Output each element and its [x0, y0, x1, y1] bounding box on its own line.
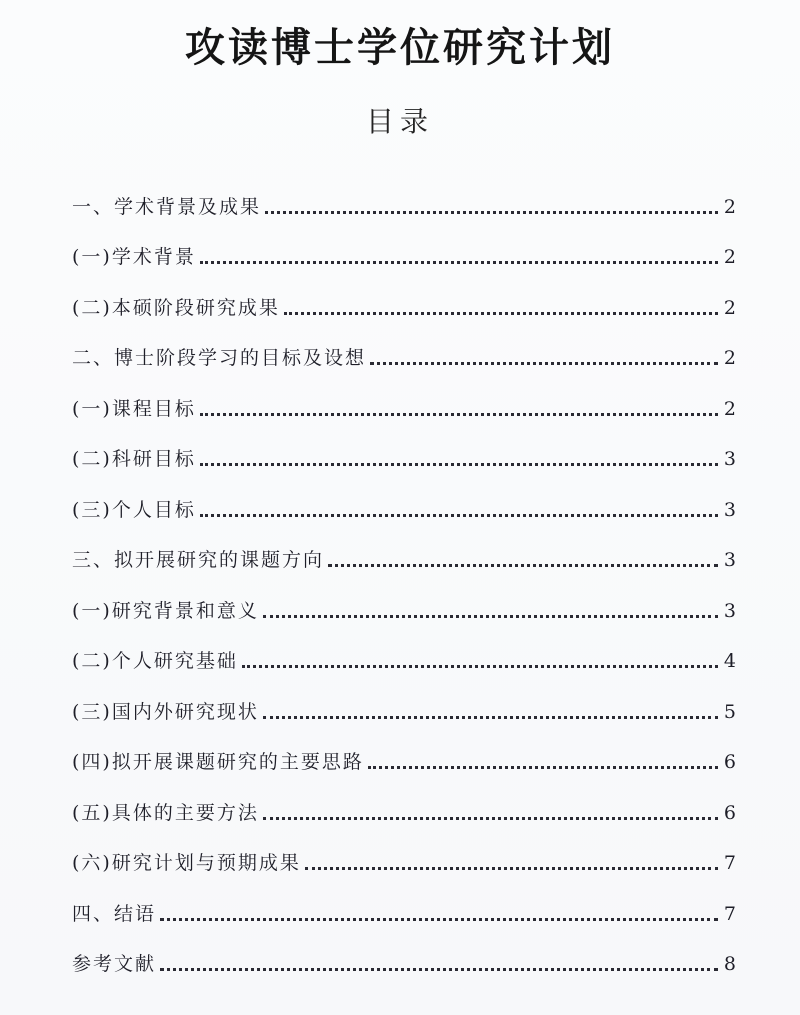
toc-page-number: 2	[723, 347, 736, 369]
toc-page-number: 2	[723, 246, 736, 268]
toc-entry[interactable]	[72, 580, 736, 631]
toc-entry[interactable]	[72, 176, 736, 227]
toc-page-number: 7	[723, 902, 736, 925]
dot-leader	[368, 766, 718, 769]
toc-entry[interactable]	[72, 378, 736, 429]
dot-leader	[370, 362, 718, 365]
toc-entry[interactable]	[72, 883, 736, 934]
toc-entry-label: (一)学术背景	[72, 246, 196, 268]
document-title: 攻读博士学位研究计划	[185, 24, 615, 71]
toc-page-number: 8	[723, 953, 736, 975]
dot-leader	[200, 463, 718, 466]
dot-leader	[160, 918, 718, 921]
toc-entry[interactable]	[72, 833, 736, 884]
toc-entry[interactable]	[72, 530, 736, 581]
toc-page-number: 5	[723, 700, 736, 723]
toc-page-number: 3	[723, 599, 736, 622]
toc-entry-label: (二)本硕阶段研究成果	[72, 296, 280, 319]
dot-leader	[160, 968, 718, 971]
toc-page-number: 6	[723, 801, 736, 824]
toc-entry-label: (一)课程目标	[72, 397, 196, 420]
toc-page-number: 6	[723, 751, 736, 773]
toc-entry[interactable]	[72, 277, 736, 328]
toc-entry[interactable]	[72, 479, 736, 530]
toc-entry[interactable]	[72, 732, 736, 783]
toc-entry-label: (二)个人研究基础	[72, 650, 238, 672]
toc-page-number: 2	[723, 296, 736, 319]
dot-leader	[263, 716, 718, 719]
dot-leader	[305, 867, 718, 870]
toc-page-number: 7	[723, 852, 736, 874]
dot-leader	[200, 514, 718, 517]
toc-page-number: 3	[723, 549, 736, 571]
toc-entry-label: 三、拟开展研究的课题方向	[72, 549, 325, 571]
toc-entry[interactable]	[72, 227, 736, 278]
dot-leader	[200, 413, 718, 416]
toc-entry-label: (六)研究计划与预期成果	[72, 852, 301, 874]
toc-entry[interactable]	[72, 631, 736, 682]
toc-page-number: 4	[723, 650, 736, 672]
toc-entry-label: (三)国内外研究现状	[72, 700, 259, 723]
dot-leader	[265, 211, 718, 214]
toc-entry[interactable]	[72, 328, 736, 379]
toc-entry-label: (四)拟开展课题研究的主要思路	[72, 751, 364, 773]
dot-leader	[328, 564, 718, 567]
toc-entry-label: (二)科研目标	[72, 448, 196, 470]
dot-leader	[263, 817, 718, 820]
dot-leader	[200, 261, 718, 264]
toc-page-number: 2	[723, 397, 736, 420]
toc-entry-label: (三)个人目标	[72, 498, 196, 521]
dot-leader	[242, 665, 718, 668]
toc-entry-label: 一、学术背景及成果	[72, 195, 262, 218]
toc-entry[interactable]	[72, 429, 736, 480]
table-of-contents	[72, 176, 736, 984]
toc-page-number: 3	[723, 448, 736, 470]
toc-entry-label: 四、结语	[72, 902, 157, 925]
toc-entry-label: 二、博士阶段学习的目标及设想	[72, 347, 367, 369]
dot-leader	[284, 312, 718, 315]
toc-entry-label: (五)具体的主要方法	[72, 801, 259, 824]
toc-entry-label: (一)研究背景和意义	[72, 599, 259, 622]
toc-entry[interactable]	[72, 681, 736, 732]
toc-entry-label: 参考文献	[72, 953, 157, 975]
dot-leader	[263, 615, 718, 618]
toc-page-number: 3	[723, 498, 736, 521]
toc-heading: 目录	[365, 105, 434, 138]
toc-page-number: 2	[723, 195, 736, 218]
toc-entry[interactable]	[72, 934, 736, 985]
toc-entry[interactable]	[72, 782, 736, 833]
